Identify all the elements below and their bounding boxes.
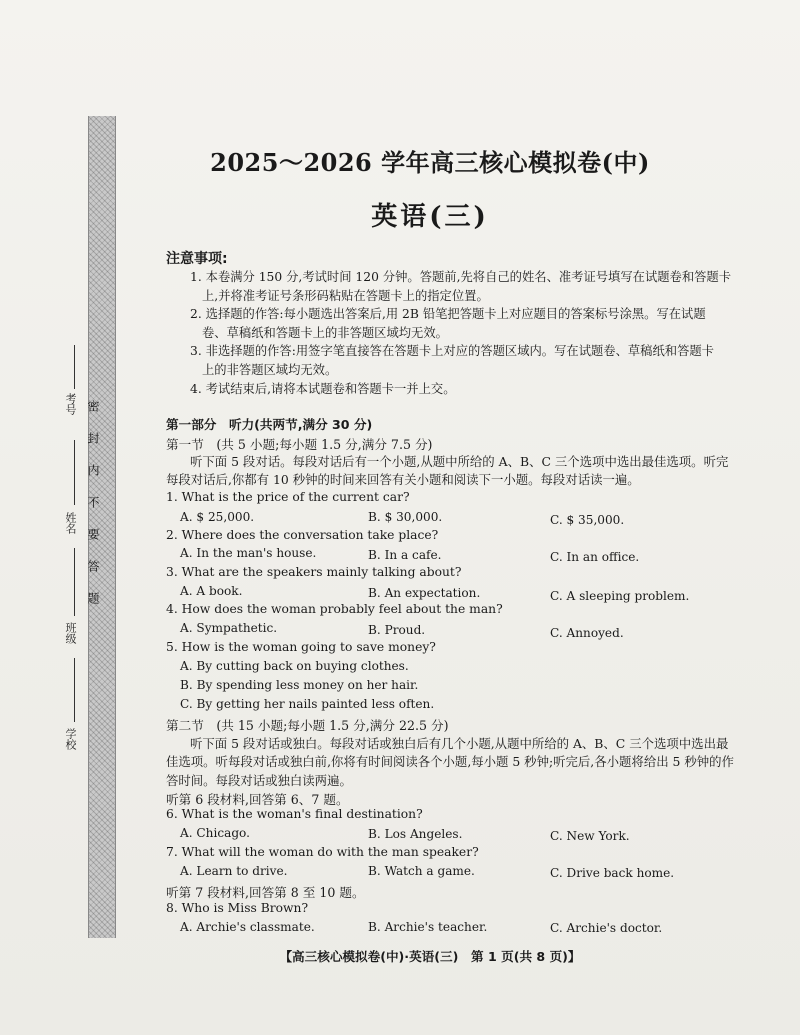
q4-option-b: B. Proud.	[368, 623, 426, 637]
q7-option-c: C. Drive back home.	[550, 866, 675, 880]
q8-option-c: C. Archie's doctor.	[550, 921, 663, 935]
q8-option-b: B. Archie's teacher.	[368, 920, 488, 934]
note-item: 1. 本卷满分 150 分,考试时间 120 分钟。答题前,先将自己的姓名、准考证号填写在试题卷和答题卡 上,并将准考证号条形码粘贴在答题卡上的指定位置。	[190, 270, 732, 303]
exam-subtitle: 英语(三)	[371, 202, 489, 232]
q1-option-c: C. $ 35,000.	[550, 513, 625, 527]
q5-option-b: B. By spending less money on her hair.	[180, 678, 419, 692]
notes-heading: 注意事项:	[166, 251, 228, 267]
seal-warning	[96, 400, 110, 624]
question-5: 5. How is the woman going to save money?	[166, 640, 436, 654]
section-two-instructions: 听下面 5 段对话或独白。每段对话或独白后有几个小题,从题中所给的 A、B、C 三个选项中选出最佳选项。听每段对话或独白前,你将有时间阅读各个小题,每小题 5 秒钟;听完后,各小题将给出 5 秒钟的作答时间。每段对话或独白读两遍。	[166, 736, 734, 788]
q6-option-b: B. Los Angeles.	[368, 827, 463, 841]
q3-option-b: B. An expectation.	[368, 586, 481, 600]
exam-title: 2025～2026 学年高三核心模拟卷(中)	[210, 148, 650, 177]
question-6: 6. What is the woman's final destination?	[166, 807, 423, 821]
q1-option-b: B. $ 30,000.	[368, 510, 443, 524]
section-one-heading: 第一节 (共 5 小题;每小题 1.5 分,满分 7.5 分)	[166, 437, 433, 452]
material-7-instruction: 听第 7 段材料,回答第 8 至 10 题。	[166, 885, 365, 900]
name-label: 姓名	[64, 512, 77, 534]
part-one-heading: 第一部分 听力(共两节,满分 30 分)	[166, 417, 373, 432]
question-3: 3. What are the speakers mainly talking about?	[166, 565, 462, 579]
question-1: 1. What is the price of the current car?	[166, 490, 410, 504]
q5-option-a: A. By cutting back on buying clothes.	[180, 659, 409, 673]
name-line	[74, 440, 75, 505]
q7-option-a: A. Learn to drive.	[180, 864, 288, 878]
q7-option-b: B. Watch a game.	[368, 864, 475, 878]
q4-option-c: C. Annoyed.	[550, 626, 624, 640]
q5-option-c: C. By getting her nails painted less often.	[180, 697, 435, 711]
question-7: 7. What will the woman do with the man speaker?	[166, 845, 479, 859]
section-two-heading: 第二节 (共 15 小题;每小题 1.5 分,满分 22.5 分)	[166, 718, 449, 733]
exam-number-line	[74, 345, 75, 389]
notes-list	[190, 268, 735, 398]
note-item: 4. 考试结束后,请将本试题卷和答题卡一并上交。	[190, 381, 456, 396]
q2-option-c: C. In an office.	[550, 550, 640, 564]
class-line	[74, 548, 75, 616]
q6-option-a: A. Chicago.	[180, 826, 250, 840]
q8-option-a: A. Archie's classmate.	[180, 920, 315, 934]
question-2: 2. Where does the conversation take place?	[166, 528, 439, 542]
q1-option-a: A. $ 25,000.	[180, 510, 255, 524]
q2-option-a: A. In the man's house.	[180, 546, 317, 560]
q3-option-c: C. A sleeping problem.	[550, 589, 690, 603]
question-4: 4. How does the woman probably feel about the man?	[166, 602, 503, 616]
question-8: 8. Who is Miss Brown?	[166, 901, 309, 915]
class-label: 班级	[64, 622, 77, 644]
school-line	[74, 658, 75, 722]
q4-option-a: A. Sympathetic.	[180, 621, 278, 635]
q6-option-c: C. New York.	[550, 829, 630, 843]
section-one-instructions: 听下面 5 段对话。每段对话后有一个小题,从题中所给的 A、B、C 三个选项中选出最佳选项。听完每段对话后,你都有 10 秒钟的时间来回答有关小题和阅读下一小题。每段对话读一遍。	[166, 454, 729, 488]
q2-option-b: B. In a cafe.	[368, 548, 442, 562]
q3-option-a: A. A book.	[180, 584, 243, 598]
page-footer: 【高三核心模拟卷(中)·英语(三) 第 1 页(共 8 页)】	[279, 949, 581, 964]
note-item: 3. 非选择题的作答:用签字笔直接答在答题卡上对应的答题区域内。写在试题卷、草稿纸和答题卡 上的非答题区域均无效。	[190, 344, 714, 377]
school-label: 学校	[64, 728, 77, 750]
material-6-instruction: 听第 6 段材料,回答第 6、7 题。	[166, 792, 349, 807]
note-item: 2. 选择题的作答:每小题选出答案后,用 2B 铅笔把答题卡上对应题目的答案标号涂黑。写在试题 卷、草稿纸和答题卡上的非答题区域均无效。	[190, 307, 706, 340]
exam-number-label: 考号	[64, 393, 77, 415]
